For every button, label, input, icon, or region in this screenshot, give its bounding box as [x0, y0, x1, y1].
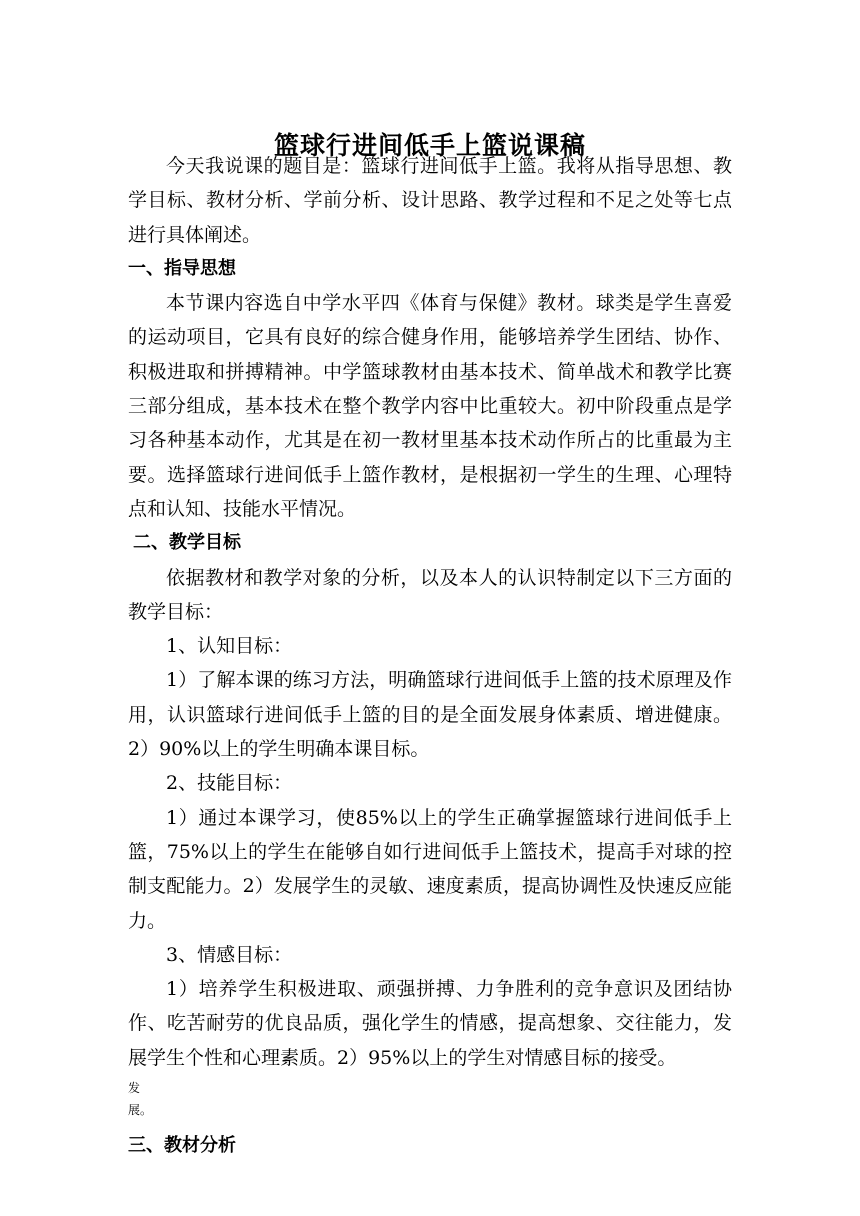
section-heading-material-analysis: 三、教材分析: [128, 1135, 236, 1157]
section-heading-guiding-ideology: 一、指导思想: [128, 257, 236, 279]
intro-paragraph: 今天我说课的题目是：篮球行进间低手上篮。我将从指导思想、教学目标、教材分析、学前分析、设计思路、教学过程和不足之处等七点进行具体阐述。: [128, 155, 732, 246]
emotional-goal-label: 3、情感目标：: [166, 943, 293, 966]
document-body: [128, 149, 732, 1163]
cognitive-goal-text: 1）了解本课的练习方法，明确篮球行进间低手上篮的技术原理及作用，认识篮球行进间低手上篮的目的是全面发展身体素质、增进健康。2）90%以上的学生明确本课目标。: [128, 669, 732, 761]
emotional-goal-text: 1）培养学生积极进取、顽强拼搏、力争胜利的竞争意识及团结协作、吃苦耐劳的优良品质，强化学生的情感，提高想象、交往能力，发展学生个性和心理素质。2）95%以上的学生对情感目标的接受。: [128, 978, 732, 1069]
stray-text-block: [128, 1075, 732, 1129]
guiding-ideology-paragraph: 本节课内容选自中学水平四《体育与保健》教材。球类是学生喜爱的运动项目，它具有良好的综合健身作用，能够培养学生团结、协作、积极进取和拼搏精神。中学篮球教材由基本技术、简单战术和教学比赛三部分组成，基本技术在整个教学内容中比重较大。初中阶段重点是学习各种基本动作，尤其是在初一教材里基本技术动作所占的比重最为主要。选择篮球行进间低手上篮作教材，是根据初一学生的生理、心理特点和认知、技能水平情况。: [128, 292, 732, 520]
skill-goal-label: 2、技能目标：: [166, 772, 293, 795]
skill-goal-text: 1）通过本课学习，使85%以上的学生正确掌握篮球行进间低手上篮，75%以上的学生在能够自如行进间低手上篮技术，提高手对球的控制支配能力。2）发展学生的灵敏、速度素质，提高协调性及快速反应能力。: [128, 806, 732, 932]
section-heading-teaching-goals: 二、教学目标: [133, 532, 241, 554]
stray-text-line: 发: [128, 1081, 141, 1096]
page-title: 篮球行进间低手上篮说课稿: [273, 130, 586, 160]
stray-text-line: 展。: [128, 1103, 153, 1118]
teaching-goals-paragraph: 依据教材和教学对象的分析，以及本人的认识特制定以下三方面的教学目标：: [128, 566, 732, 623]
cognitive-goal-label: 1、认知目标：: [166, 635, 293, 658]
